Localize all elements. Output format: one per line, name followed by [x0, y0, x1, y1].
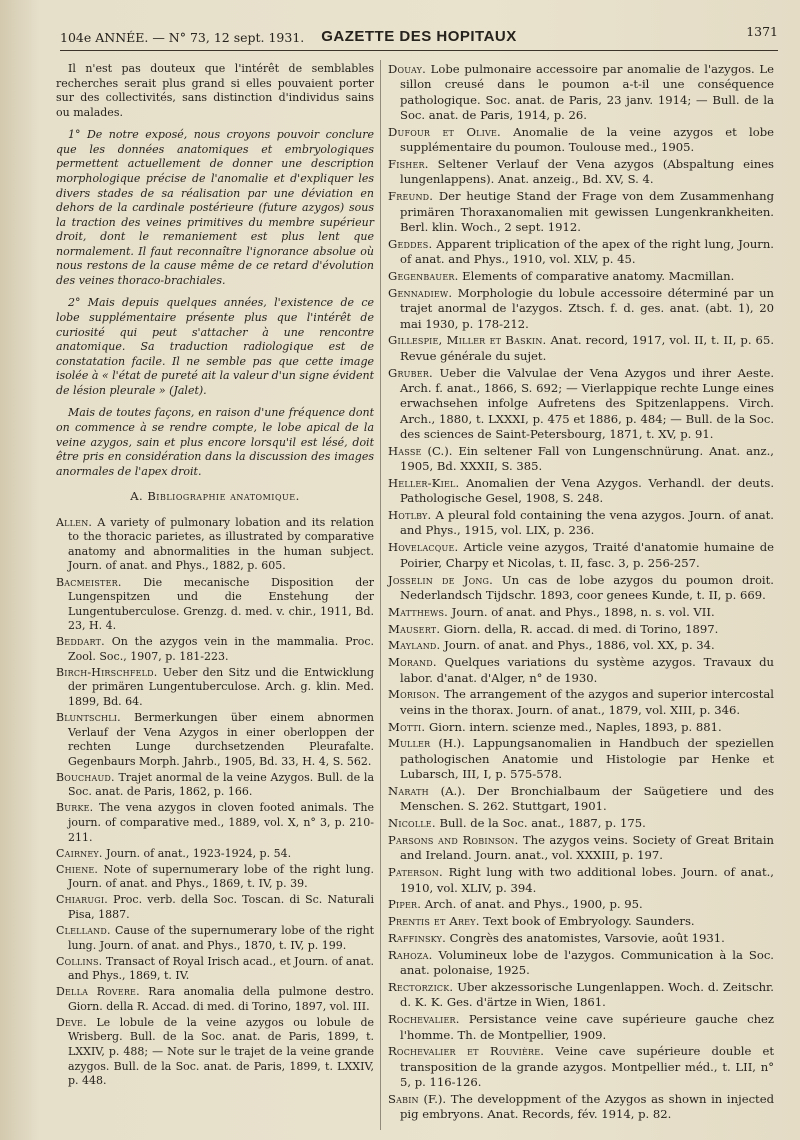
reference-text: Uber akzessorische Lungenlappen. Woch. d. Zeitschr. d. K. K. Ges. d'ärtze in Wien, 1861. [400, 980, 774, 1010]
section-title-prefix: A. [130, 489, 144, 504]
reference-text: Right lung with two additional lobes. Journ. of anat., 1910, vol. XLIV, p. 394. [400, 865, 774, 895]
bibliography-entry [388, 1044, 774, 1090]
reference-author: Nicolle. [388, 816, 436, 831]
reference-text: Cause of the supernumerary lobe of the right lung. Journ. of anat. and Phys., 1870, t. IV, p. 199. [68, 923, 374, 952]
bibliography-entry [56, 893, 374, 922]
reference-author: Fisher. [388, 157, 429, 172]
reference-author: Gillespie, Miller et Baskin. [388, 333, 547, 348]
section-title [56, 489, 374, 504]
reference-author: Sabin [388, 1092, 419, 1106]
bibliography-entry [388, 269, 774, 284]
reference-text: (H.). Lappungsanomalien in Handbuch der speziellen pathologischen Anatomie und Histologie par Henke et Lubarsch, III, I, p. 575-578. [400, 736, 774, 782]
bibliography-entry [388, 622, 774, 637]
bibliography-entry [388, 948, 774, 979]
reference-text: Elements of comparative anatomy. Macmillan. [462, 268, 735, 283]
reference-author: Chiarugi. [56, 893, 108, 907]
paragraph: 1° De notre exposé, nous croyons pouvoir conclure que les données anatomiques et embryologiques permettent actuellement de donner une description morphologique précise de l'anomalie et d'expliquer les divers stades de sa réalisation par une déviation en dehors de la cardinale postérieure (future azygos) sous la traction des veines primitives du membre supérieur droit, dont le remaniement est plus lent que normalement. Il faut reconnaître l'ignorance absolue où nous restons de la cause même de ce retard d'évolution des veines thoraco-brachiales. [56, 128, 374, 287]
bibliography-entry [56, 863, 374, 892]
journal-title: GAZETTE DES HOPITAUX [321, 28, 517, 45]
reference-author: Cairney. [56, 846, 103, 860]
reference-text: Note of supernumerary lobe of the right lung. Journ. of anat. and Phys., 1869, t. IV, p. 39. [68, 862, 374, 891]
bibliography-entry [388, 237, 774, 268]
reference-text: Apparent triplication of the apex of the right lung, Journ. of anat. and Phys., 1910, vol. XLV, p. 45. [400, 236, 774, 267]
bibliography-entry [56, 635, 374, 664]
bibliography-entry [56, 711, 374, 769]
column-divider [380, 60, 381, 1130]
paragraph: Mais de toutes façons, en raison d'une fréquence dont on commence à se rendre compte, le lobe apical de la veine azygos, sain et plus encore lorsqu'il est lésé, doit être pris en considération dans la discussion des images anormales de l'apex droit. [56, 406, 374, 478]
reference-author: Collins. [56, 954, 103, 968]
reference-author: Josselin de Jong. [388, 572, 494, 587]
reference-author: Chiene. [56, 862, 99, 876]
reference-author: Hasse [388, 443, 422, 458]
reference-text: The vena azygos in cloven footed animals. The journ. of comparative med., 1889, vol. X, n° 3, p. 210-211. [68, 801, 374, 844]
bibliography-entry [388, 1092, 774, 1123]
reference-text: The azygos veins. Society of Great Britain and Ireland. Journ. anat., vol. XXXIII, p. 197. [400, 833, 774, 863]
reference-author: Matthews. [388, 604, 449, 619]
reference-author: Gruber. [388, 365, 433, 380]
reference-author: Paterson. [388, 865, 443, 880]
reference-text: Anomalien der Vena Azygos. Verhandl. der deuts. Pathologische Gesel, 1908, S. 248. [400, 475, 775, 506]
reference-text: Un cas de lobe azygos du poumon droit. Nederlandsch Tijdschr. 1893, coor genees Kunde, t. II, p. 669. [400, 572, 774, 602]
reference-author: Rochevalier et Rouvière. [388, 1044, 545, 1059]
reference-text: A pleural fold containing the vena azygos. Journ. of anat. and Phys., 1915, vol. LIX, p. 236. [400, 508, 774, 538]
bibliography-entry [388, 816, 774, 831]
reference-text: Journ. of anat. and Phys., 1886, vol. XX, p. 34. [444, 638, 715, 653]
reference-author: Parsons and Robinson. [388, 833, 519, 847]
bibliography-entry [388, 286, 774, 332]
reference-text: Die mecanische Disposition der Lungenspitzen und die Enstehung der Lungentuberculose. Grenzg. d. med. v. chir., 1911, Bd. 23, H. 4. [68, 575, 375, 633]
left-column [56, 62, 374, 1090]
reference-text: Rara anomalia della pulmone destro. Giorn. della R. Accad. di med. di Torino, 1897, vol. III. [68, 985, 374, 1013]
reference-text: (A.). Der Bronchialbaum der Saügetiere und des Menschen. S. 262. Stuttgart, 1901. [400, 783, 774, 814]
bibliography-entry [388, 444, 774, 475]
bibliography-entry [56, 985, 374, 1014]
reference-author: Hotlby. [388, 508, 432, 523]
page-header [60, 20, 778, 51]
reference-author: Narath [388, 783, 429, 798]
reference-text: Bermerkungen über einem abnormen Verlauf der Vena Azygos in einer oberloppen der rechten Lunge durchsetzenden Pleurafalte. Gegenbaurs Morph. Jahrb., 1905, Bd. 33, H. 4, S. 562. [68, 711, 375, 768]
bibliography-list-left [56, 516, 374, 1089]
bibliography-entry [56, 1016, 374, 1089]
reference-author: Gegenbauer. [388, 268, 459, 283]
reference-text: Ueber den Sitz und die Entwicklung der primären Lungentuberculose. Arch. g. klin. Med. 1899, Bd. 64. [68, 665, 375, 708]
bibliography-entry [388, 980, 774, 1011]
article-conclusion [56, 62, 374, 479]
page-number: 1371 [746, 24, 778, 39]
reference-author: Bluntschli. [56, 711, 121, 725]
reference-text: Le lobule de la veine azygos ou lobule de Wrisberg. Bull. de la Soc. anat. de Paris, 1899, t. LXXIV, p. 488; — Note sur le trajet de la veine grande azygos. Bull. de la Soc. anat. de Paris, 1899, t. LXXIV, p. 448. [68, 1015, 375, 1088]
reference-author: Heller-Kiel. [388, 475, 460, 490]
bibliography-entry [56, 924, 374, 953]
reference-author: Motti. [388, 719, 426, 734]
reference-text: The arrangement of the azygos and superior intercostal veins in the thorax. Journ. of anat., 1879, vol. XIII, p. 346. [400, 687, 775, 717]
bibliography-entry [388, 476, 774, 507]
bibliography-entry [388, 1012, 774, 1043]
bibliography-entry [56, 516, 374, 574]
reference-text: Journ. of anat. and Phys., 1898, n. s. vol. VII. [451, 604, 715, 619]
reference-author: Beddart. [56, 635, 105, 649]
section-title-text: Bibliographie anatomique. [147, 489, 300, 504]
reference-author: Della Rovere. [56, 985, 140, 999]
bibliography-entry [388, 655, 774, 686]
reference-author: Bouchaud. [56, 770, 115, 784]
reference-author: Freund. [388, 189, 434, 204]
bibliography-list-right [388, 62, 774, 1123]
reference-author: Geddes. [388, 236, 433, 251]
reference-text: Quelques variations du système azygos. Travaux du labor. d'anat. d'Alger, n° de 1930. [400, 655, 774, 685]
reference-author: Allen. [56, 515, 93, 529]
bibliography-entry [388, 897, 774, 912]
reference-text: Bull. de la Soc. anat., 1887, p. 175. [439, 816, 646, 831]
reference-text: Ueber die Valvulae der Vena Azygos und ihrer Aeste. Arch. f. anat., 1866, S. 692; — Vierlappique rechte Lunge eines erwachsehen infolge Aufretens des Spitzenlappens. Virch. Arch., 1880, t. LXXXI, p. 475 et 1886, p. 484; — Bull. de la Soc. des sciences de Saint-Petersbourg, 1871, t. XV, p. 91. [400, 365, 775, 441]
bibliography-entry [388, 720, 774, 735]
bibliography-entry [388, 605, 774, 620]
bibliography-entry [388, 736, 774, 782]
paragraph: Il n'est pas douteux que l'intérêt de semblables recherches serait plus grand si elles pouvaient porter sur des collectivités, sans distinction d'individus sains ou malades. [56, 62, 374, 119]
reference-text: A variety of pulmonary lobation and its relation to the thoracic parietes, as illustrated by comparative anatomy and abnormalities in the human subject. Journ. of anat. and Phys., 1882, p. 605. [68, 515, 374, 573]
reference-text: Seltener Verlauf der Vena azygos (Abspaltung eines lungenlappens). Anat. anzeig., Bd. XV, S. 4. [400, 157, 774, 187]
bibliography-entry [388, 157, 774, 188]
bibliography-entry [388, 540, 774, 571]
paragraph: 2° Mais depuis quelques années, l'existence de ce lobe supplémentaire présente plus que l'intérêt de curiosité qui peut s'attacher à une rencontre anatomique. Sa traduction radiologique est de constatation facile. Il ne semble pas que cette image isolée à « l'état de pureté ait la valeur d'un signe évident de lésion pleurale » (Jalet). [56, 296, 374, 397]
bibliography-entry [56, 666, 374, 710]
reference-text: Anomalie de la veine azygos et lobe supplémentaire du poumon. Toulouse med., 1905. [400, 124, 774, 155]
reference-author: Prentis et Arey. [388, 914, 480, 929]
reference-text: Lobe pulmonaire accessoire par anomalie de l'azygos. Le sillon creusé dans le poumon a-t-il une conséquence pathologique. Soc. anat. de Paris, 23 janv. 1914; — Bull. de la Soc. anat. de Paris, 1914, p. 26. [400, 62, 774, 123]
reference-text: Journ. of anat., 1923-1924, p. 54. [106, 846, 292, 860]
right-column [388, 62, 774, 1124]
reference-author: Burke. [56, 801, 94, 815]
reference-text: Article veine azygos, Traité d'anatomie humaine de Poirier, Charpy et Nicolas, t. II, fasc. 3, p. 256-257. [400, 540, 774, 570]
reference-author: Morand. [388, 655, 437, 670]
reference-author: Rahoza. [388, 947, 433, 962]
reference-author: Hovelacque. [388, 540, 459, 555]
bibliography-entry [388, 508, 774, 539]
bibliography-entry [56, 847, 374, 862]
bibliography-entry [388, 125, 774, 156]
reference-author: Deve. [56, 1015, 87, 1029]
reference-text: Morphologie du lobule accessoire déterminé par un trajet anormal de l'azygos. Ztsch. f. d. ges. anat. (abt. 1), 20 mai 1930, p. 178-212. [400, 285, 774, 331]
reference-author: Morison. [388, 687, 440, 702]
reference-text: (C.). Ein seltener Fall von Lungenschnürung. Anat. anz., 1905, Bd. XXXII, S. 385. [400, 443, 774, 474]
reference-author: Bacmeister. [56, 575, 122, 589]
reference-text: Trajet anormal de la veine Azygos. Bull. de la Soc. anat. de Paris, 1862, p. 166. [68, 770, 374, 799]
reference-author: Birch-Hirschfeld. [56, 665, 158, 679]
reference-text: Congrès des anatomistes, Varsovie, août 1931. [449, 931, 725, 946]
bibliography-entry [56, 576, 374, 634]
reference-author: Raffinsky. [388, 931, 446, 946]
bibliography-entry [56, 801, 374, 845]
reference-text: Volumineux lobe de l'azygos. Communication à la Soc. anat. polonaise, 1925. [400, 947, 774, 978]
bibliography-entry [388, 865, 774, 896]
reference-text: Persistance veine cave supérieure gauche chez l'homme. Th. de Montpellier, 1909. [400, 1012, 775, 1042]
reference-author: Mayland. [388, 638, 441, 653]
reference-text: Text book of Embryology. Saunders. [483, 914, 695, 929]
reference-text: Arch. of anat. and Phys., 1900, p. 95. [424, 897, 643, 912]
bibliography-entry [388, 914, 774, 929]
reference-author: Clelland. [56, 923, 111, 937]
issue-info: 104e ANNÉE. — N° 73, 12 sept. 1931. [60, 30, 305, 45]
bibliography-entry [388, 931, 774, 946]
bibliography-entry [388, 62, 774, 123]
reference-text: Der heutige Stand der Frage von dem Zusammenhang primären Thoraxanomalien mit gewissen Lungenkrankheiten. Berl. klin. Woch., 2 sept. 1912. [400, 189, 774, 234]
reference-author: Dufour et Olive. [388, 124, 501, 139]
reference-text: Proc. verb. della Soc. Toscan. di Sc. Naturali Pisa, 1887. [68, 893, 374, 921]
reference-text: Anat. record, 1917, vol. II, t. II, p. 65. Revue générale du sujet. [400, 333, 774, 363]
bibliography-entry [388, 687, 774, 718]
reference-text: On the azygos vein in the mammalia. Proc. Zool. Soc., 1907, p. 181-223. [68, 635, 375, 663]
bibliography-entry [388, 833, 774, 864]
reference-author: Muller [388, 736, 431, 751]
reference-author: Rochevalier. [388, 1012, 460, 1027]
bibliography-entry [56, 771, 374, 800]
reference-text: (F.). The developpment of the Azygos as shown in injected pig embryons. Anat. Records, fév. 1914, p. 82. [400, 1092, 775, 1122]
reference-text: Veine cave supérieure double et transposition de la grande azygos. Montpellier méd., t. LII, n° 5, p. 116-126. [400, 1044, 775, 1090]
reference-author: Mausert. [388, 621, 441, 636]
reference-text: Giorn. intern. scienze med., Naples, 1893, p. 881. [428, 719, 722, 734]
reference-text: Giorn. della, R. accad. di med. di Torino, 1897. [443, 621, 719, 636]
bibliography-entry [388, 366, 774, 443]
bibliography-entry [388, 573, 774, 604]
bibliography-entry [56, 955, 374, 984]
bibliography-entry [388, 189, 774, 235]
bibliography-entry [388, 784, 774, 815]
reference-author: Douay. [388, 62, 426, 76]
bibliography-entry [388, 638, 774, 653]
reference-author: Piper. [388, 897, 422, 912]
bibliography-entry [388, 333, 774, 364]
reference-author: Gennadiew. [388, 285, 453, 300]
reference-author: Rectorzick. [388, 980, 454, 995]
reference-text: Transact of Royal Irisch acad., et Journ. of anat. and Phys., 1869, t. IV. [68, 954, 375, 983]
